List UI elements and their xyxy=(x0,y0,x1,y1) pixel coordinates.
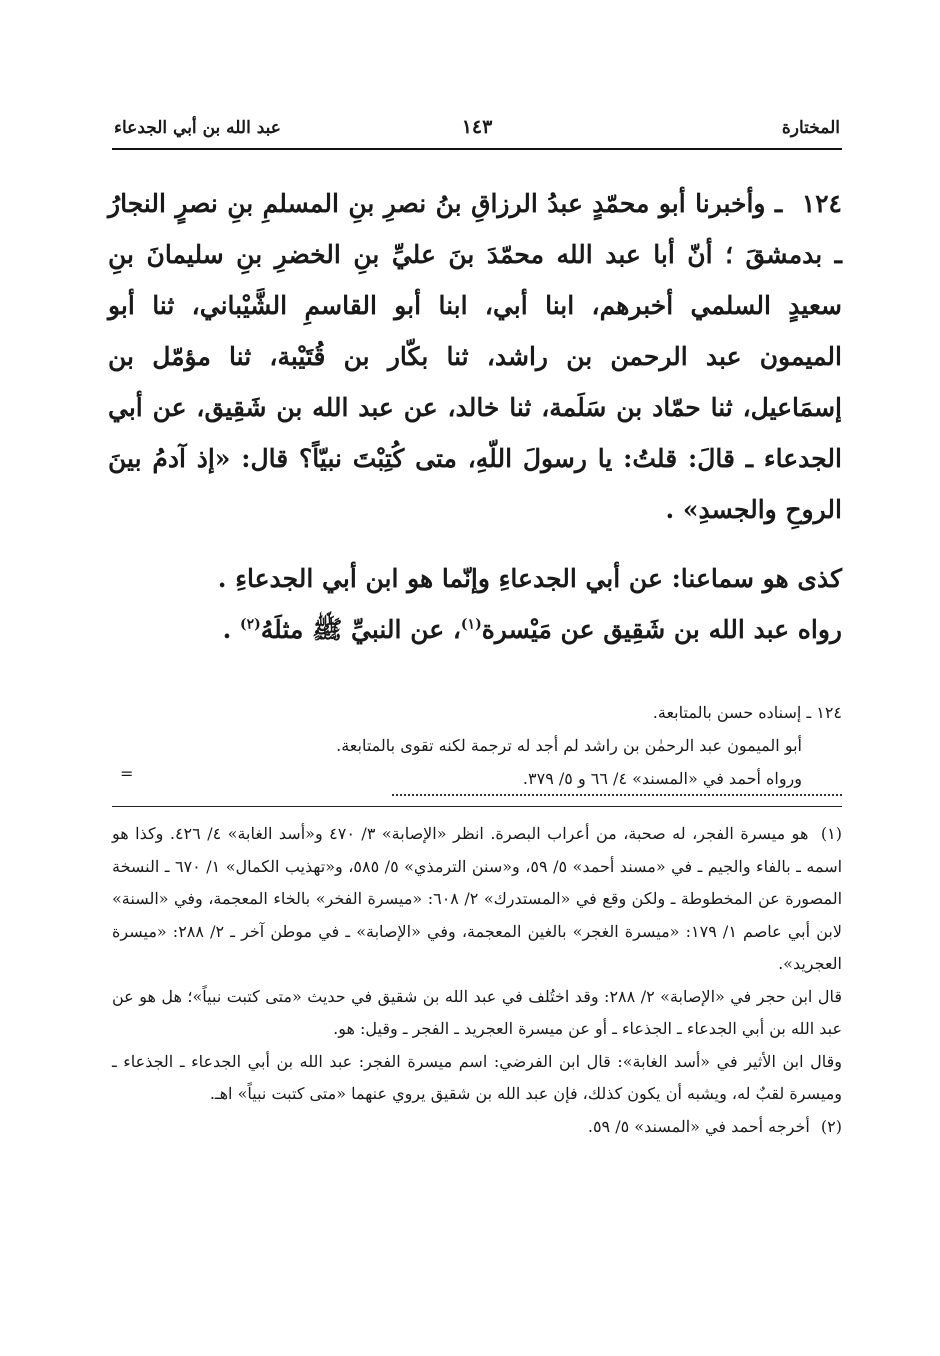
footnote-1-paragraph-3: وقال ابن الأثير في «أسد الغابة»: قال ابن الفرضي: اسم ميسرة الفجر: عبد الله بن أبي الجدعاء ـ الجذعاء ـ وميسرة لقبٌ له، ويشبه أن يكون كذلك، فإن عبد الله بن شقيق يروي عنهما «متى كتبت نبياً» اهـ. xyxy=(112,1051,843,1103)
footnote-ref-1[interactable]: (١) xyxy=(460,616,482,633)
riwaya-end: . xyxy=(222,615,240,644)
page-number: ١٤٣ xyxy=(461,116,493,138)
footnotes xyxy=(112,818,842,1143)
hadith-paragraph xyxy=(108,178,842,535)
book-title: المختارة xyxy=(781,118,840,138)
footnote-1-mark: (١) xyxy=(820,824,842,843)
footnote-2 xyxy=(112,1111,842,1144)
footnote-separator xyxy=(112,806,842,807)
takhrij-line-1: ١٢٤ ـ إسناده حسن بالمتابعة. xyxy=(652,703,842,722)
main-text xyxy=(108,178,842,655)
riwaya-text-1: رواه عبد الله بن شَقِيق عن مَيْسرة xyxy=(481,615,842,644)
hadith-body: ـ وأخبرنا أبو محمّدٍ عبدُ الرزاقِ بنُ نصرِ بنِ المسلمِ بنِ نصرٍ النجارُ ـ بدمشقَ ؛ أنّ أبا عبد الله محمّدَ بنَ عليِّ بنِ الخضرِ بنِ سليمانَ بنِ سعيدٍ السلمي أخبرهم، ابنا أبي، ابنا أبو القاسمِ الشَّيْباني، ثنا أبو الميمون عبد الرحمن بن راشد، ثنا بكّار بن قُتَيْبة، ثنا مؤمّل بن إسمَاعيل، ثنا حمّاد بن سَلَمة، ثنا خالد، عن عبد الله بن شَقِيق، عن أبي الجدعاء ـ قالَ: قلتُ: يا رسولَ اللّهِ، متى كُتِبْتَ نبيّاً؟ قال: «إذ آدمُ بينَ الروحِ والجسدِ» . xyxy=(108,189,843,524)
footnote-1 xyxy=(112,818,842,981)
riwaya-text-2: ، عن النبيِّ ﷺ مثلَهُ xyxy=(260,615,461,644)
sama-note-text: كذى هو سماعنا: عن أبي الجدعاءِ وإنّما هو ابن أبي الجدعاءِ . xyxy=(217,564,842,593)
takhrij-line-3: ورواه أحمد في «المسند» ٤/ ٦٦ و ٥/ ٣٧٩. xyxy=(522,769,802,788)
continuation-mark: = xyxy=(120,764,134,783)
hadith-number: ١٢٤ xyxy=(801,189,842,218)
footnote-2-mark: (٢) xyxy=(820,1116,842,1136)
footnote-1-text: هو ميسرة الفجر، له صحبة، من أعراب البصرة. انظر «الإصابة» ٣/ ٤٧٠ و«أسد الغابة» ٤/ ٤٢٦. وكذا هو اسمه ـ بالفاء والجيم ـ في «مسند أحمد» ٥/ ٥٩، و«سنن الترمذي» ٥/ ٥٨٥، و«تهذيب الكمال» ١/ ٦٧٠ ـ النسخة المصورة عن المخطوطة ـ ولكن وقع في «المستدرك» ٢/ ٦٠٨: «ميسرة الفخر» بالخاء المعجمة، وفي «السنة» لابن أبي عاصم ١/ ١٧٩: «ميسرة الغجر» بالغين المعجمة، وفي «الإصابة» ـ في موطن آخر ـ ٢/ ٢٨٨: «ميسرة العجريد». xyxy=(112,824,843,973)
riwaya-line xyxy=(108,604,842,655)
sama-note xyxy=(108,553,842,604)
takhrij-line-2: أبو الميمون عبد الرحمٰن بن راشد لم أجد له ترجمة لكنه تقوى بالمتابعة. xyxy=(336,736,802,755)
dotted-separator xyxy=(392,794,842,796)
footnote-1-paragraph-2: قال ابن حجر في «الإصابة» ٢/ ٢٨٨: وقد اختُلف في عبد الله بن شقيق في حديث «متى كتبت نبياً»؛ هل هو عن عبد الله بن أبي الجدعاء ـ الجذعاء ـ أو عن ميسرة العجريد ـ الفجر ـ وقيل: هو. xyxy=(112,986,843,1038)
chapter-title: عبد الله بن أبي الجدعاء xyxy=(114,118,281,138)
footnote-2-text: أخرجه أحمد في «المسند» ٥/ ٥٩. xyxy=(587,1116,810,1136)
takhrij-block xyxy=(112,696,842,795)
running-header xyxy=(112,108,842,150)
footnote-ref-2[interactable]: (٢) xyxy=(240,616,261,633)
